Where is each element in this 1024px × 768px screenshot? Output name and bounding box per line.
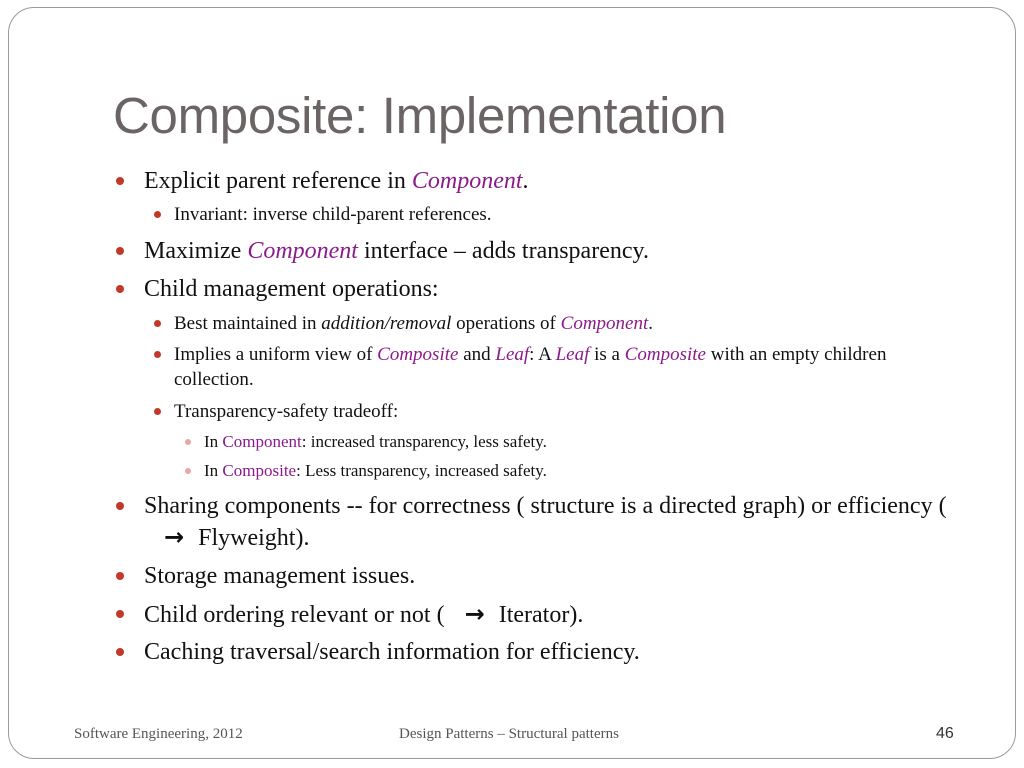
bullet-uniform-view: Implies a uniform view of Composite and Leaf: A Leaf is a Composite with an empty children collection.: [154, 342, 964, 392]
bullet-dot: [116, 285, 124, 293]
bullet-dot: [116, 177, 124, 185]
bullet-invariant: Invariant: inverse child-parent references.: [154, 202, 964, 227]
page-number: 46: [936, 725, 954, 742]
bullet-dot: [185, 468, 191, 474]
bullet-best-maintained: Best maintained in addition/removal operations of Component.: [154, 311, 964, 336]
bullet-in-component: In Component: increased transparency, less safety.: [185, 431, 945, 453]
bullet-dot: [116, 502, 124, 510]
bullet-tradeoff: Transparency-safety tradeoff:: [154, 399, 964, 424]
slide-title: Composite: Implementation: [113, 87, 727, 144]
footer-left: Software Engineering, 2012: [74, 726, 243, 742]
bullet-maximize-interface: Maximize Component interface – adds transparency.: [116, 236, 976, 267]
bullet-child-ordering: Child ordering relevant or not ( → Iterator).: [116, 599, 976, 631]
bullet-sharing-components: Sharing components -- for correctness ( structure is a directed graph) or efficiency (→ Flyweight).: [116, 491, 976, 554]
bullet-dot: [116, 572, 124, 580]
bullet-dot: [116, 610, 124, 618]
bullet-dot: [185, 439, 191, 445]
bullet-caching: Caching traversal/search information for efficiency.: [116, 637, 976, 668]
bullet-dot: [154, 351, 161, 358]
footer-center: Design Patterns – Structural patterns: [399, 726, 619, 742]
bullet-dot: [116, 648, 124, 656]
bullet-dot: [154, 320, 161, 327]
bullet-parent-reference: Explicit parent reference in Component.: [116, 166, 976, 197]
bullet-dot: [154, 408, 161, 415]
bullet-dot: [154, 211, 161, 218]
bullet-in-composite: In Composite: Less transparency, increased safety.: [185, 460, 945, 482]
arrow-right-icon: →: [464, 600, 485, 628]
bullet-child-management: Child management operations:: [116, 274, 976, 305]
arrow-right-icon: →: [164, 523, 185, 551]
bullet-storage-management: Storage management issues.: [116, 561, 976, 592]
bullet-dot: [116, 247, 124, 255]
